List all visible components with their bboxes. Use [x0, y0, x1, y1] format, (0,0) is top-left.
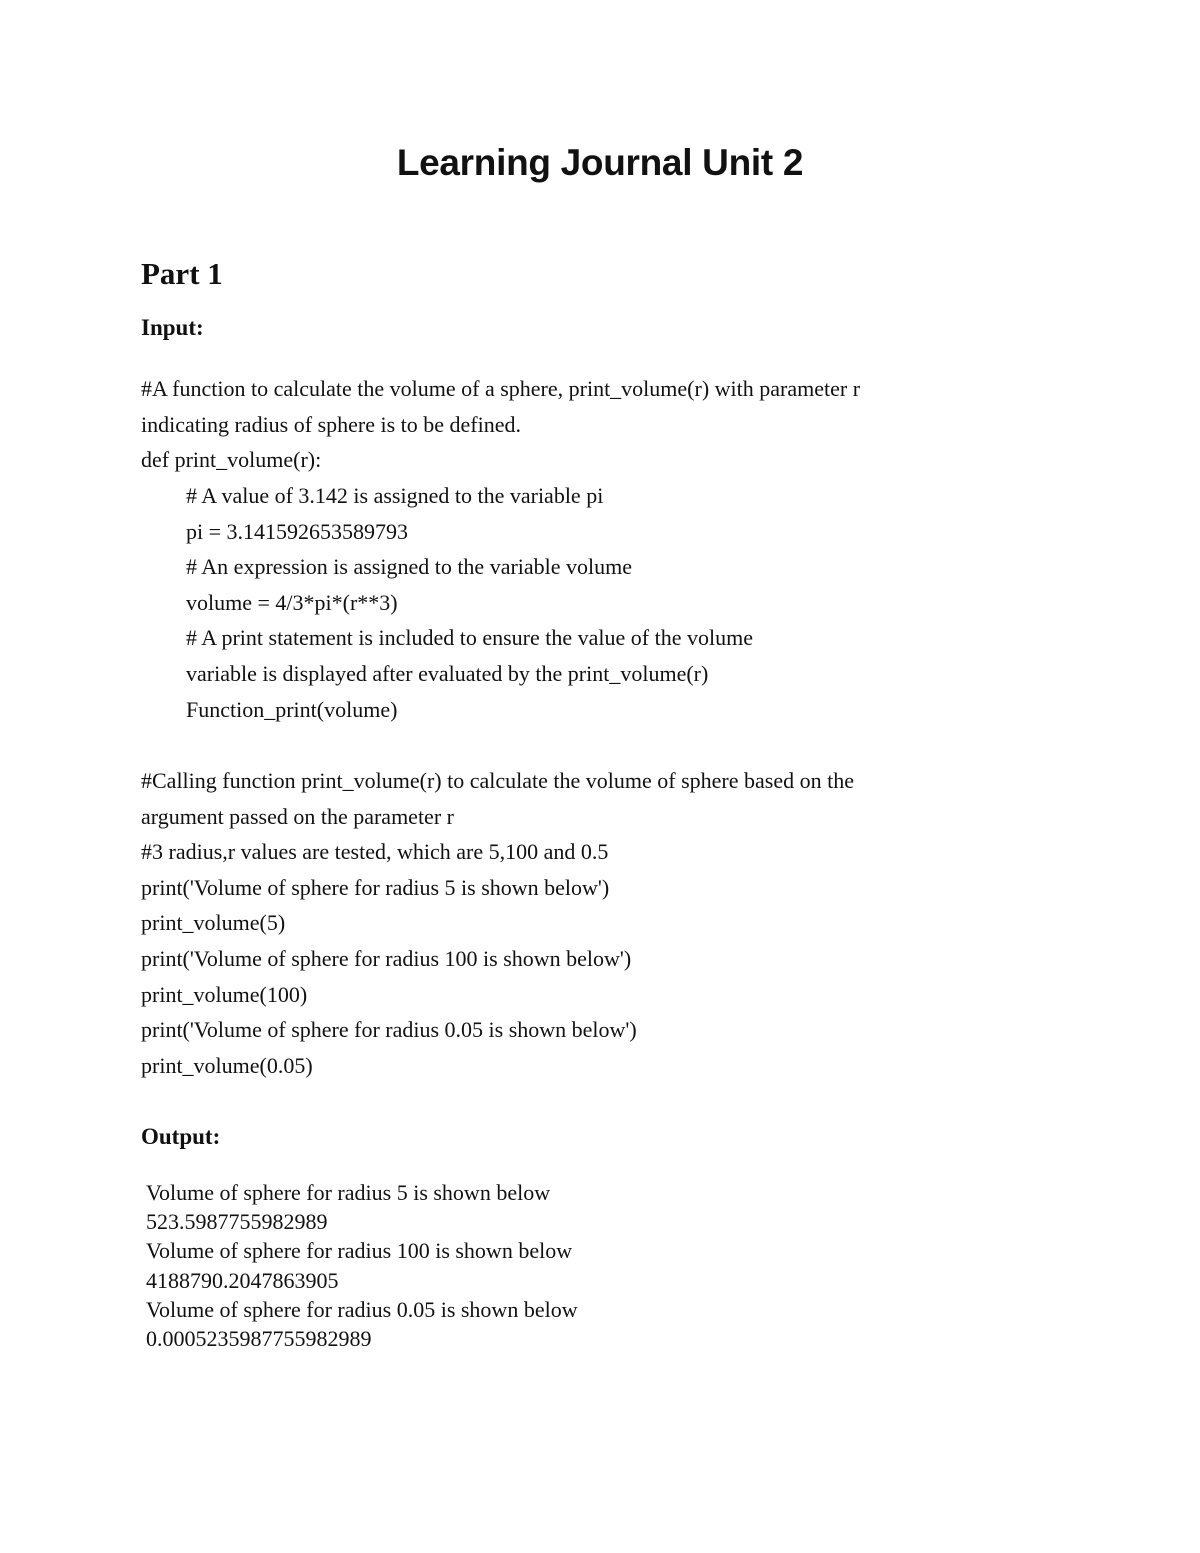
code-line: print('Volume of sphere for radius 100 is shown below'): [141, 945, 632, 971]
code-line: print('Volume of sphere for radius 5 is shown below'): [141, 874, 610, 900]
code-line: argument passed on the parameter r: [141, 803, 454, 829]
code-line: # A print statement is included to ensure the value of the volume: [186, 625, 753, 651]
code-block-function-body: [186, 478, 753, 727]
output-line: 0.0005235987755982989: [146, 1325, 372, 1351]
code-line: indicating radius of sphere is to be defined.: [141, 411, 522, 437]
code-line: print('Volume of sphere for radius 0.05 is shown below'): [141, 1017, 637, 1043]
code-line: #A function to calculate the volume of a sphere, print_volume(r) with parameter r: [141, 376, 861, 401]
document-title: Learning Journal Unit 2: [396, 142, 804, 183]
code-line: Function_print(volume): [186, 696, 398, 722]
output-line: Volume of sphere for radius 0.05 is shown below: [146, 1296, 578, 1322]
output-heading: Output:: [141, 1124, 221, 1149]
program-output: [146, 1178, 578, 1353]
code-line: #3 radius,r values are tested, which are 5,100 and 0.5: [141, 839, 609, 865]
input-heading: Input:: [141, 315, 204, 340]
code-block-definition: [141, 371, 860, 478]
code-line: volume = 4/3*pi*(r**3): [186, 589, 398, 615]
output-line: Volume of sphere for radius 5 is shown below: [146, 1180, 551, 1205]
code-line: def print_volume(r):: [141, 447, 322, 473]
code-block-calls: [141, 763, 854, 1083]
code-line: variable is displayed after evaluated by the print_volume(r): [186, 660, 709, 686]
code-line: # A value of 3.142 is assigned to the variable pi: [186, 483, 604, 508]
code-line: pi = 3.141592653589793: [186, 518, 409, 544]
code-line: #Calling function print_volume(r) to calculate the volume of sphere based on the: [141, 768, 854, 793]
code-line: # An expression is assigned to the variable volume: [186, 554, 633, 580]
code-line: print_volume(100): [141, 981, 308, 1007]
part-heading: Part 1: [141, 256, 223, 291]
code-line: print_volume(5): [141, 910, 286, 936]
output-line: Volume of sphere for radius 100 is shown below: [146, 1238, 573, 1264]
output-line: 4188790.2047863905: [146, 1267, 339, 1293]
code-line: print_volume(0.05): [141, 1052, 313, 1078]
output-line: 523.5987755982989: [146, 1209, 328, 1235]
